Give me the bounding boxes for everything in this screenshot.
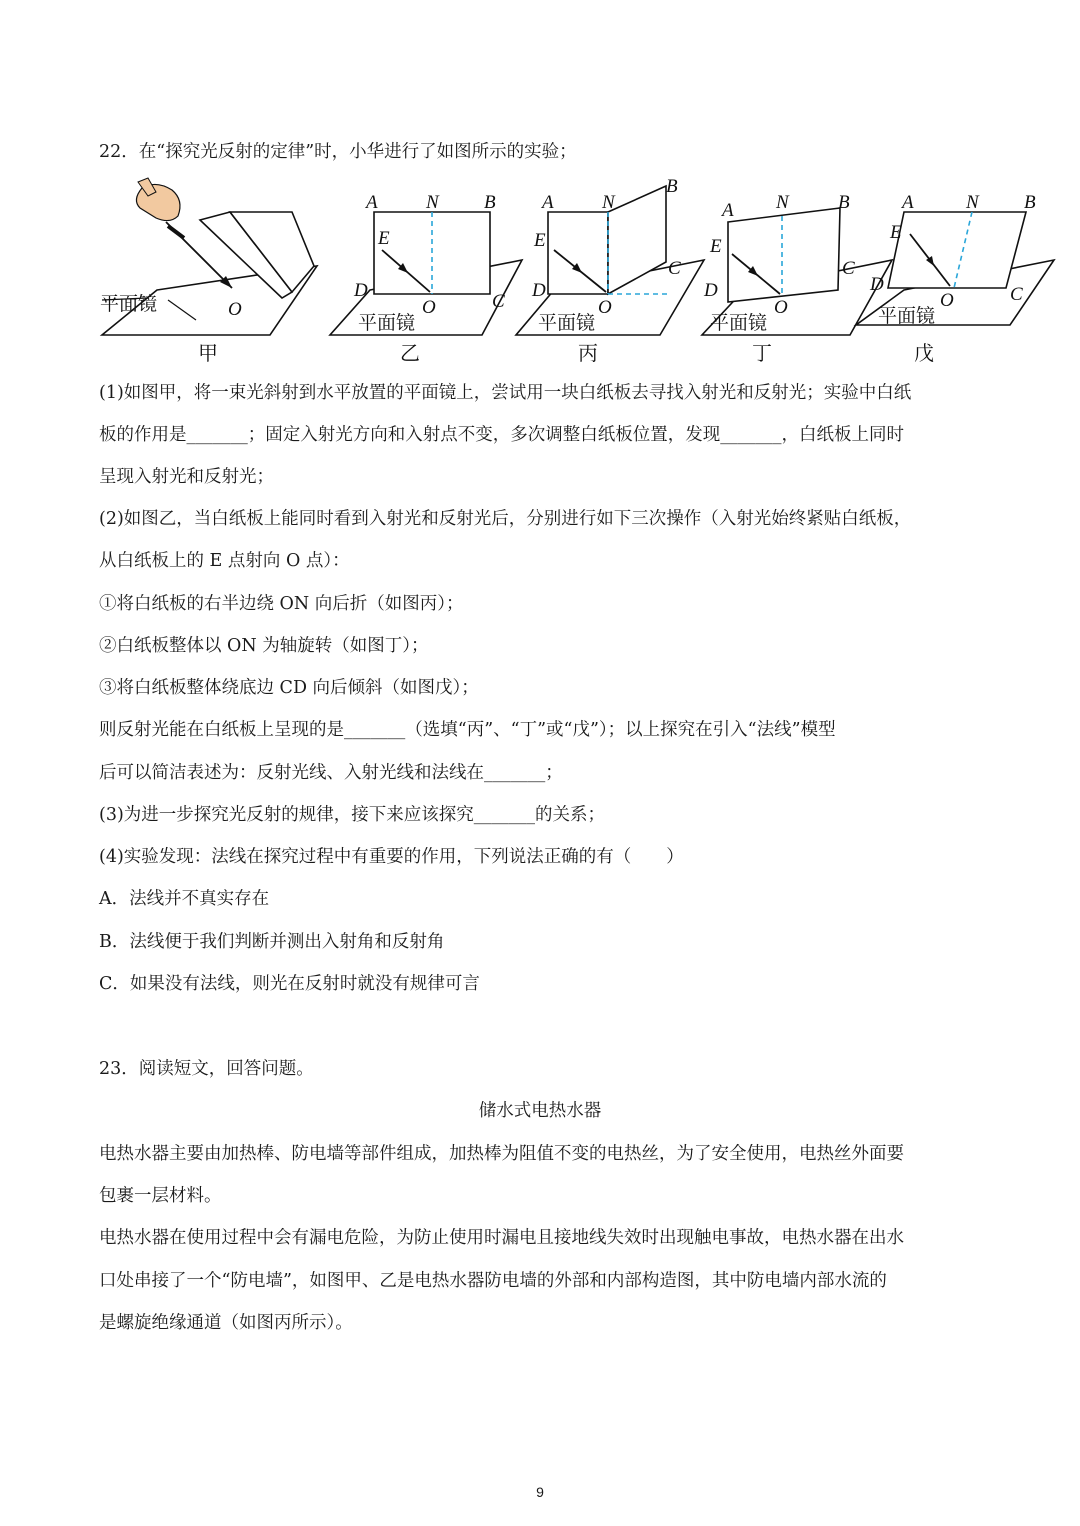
q23-line-3: 电热水器在使用过程中会有漏电危险，为防止使用时漏电且接地线失效时出现触电事故，电热水器在出水 — [99, 1228, 904, 1248]
ding-label-c: C — [842, 258, 855, 279]
caption-jia: 甲 — [198, 341, 218, 365]
hand-icon — [136, 184, 180, 220]
figure-bing — [516, 176, 704, 365]
ding-label-e: E — [710, 236, 722, 257]
ding-label-a: A — [722, 200, 734, 221]
q22-line-3: 呈现入射光和反射光； — [99, 467, 274, 487]
ding-mirror-label: 平面镜 — [710, 312, 768, 334]
q22-line-8: ③将白纸板整体绕底边 CD 向后倾斜（如图戊）； — [99, 678, 479, 698]
bing-label-b: B — [666, 176, 678, 197]
q22-option-c: C．如果没有法线，则光在反射时就没有规律可言 — [99, 974, 480, 994]
q22-line-1: (1)如图甲，将一束光斜射到水平放置的平面镜上，尝试用一块白纸板去寻找入射光和反射光；实验中白纸 — [99, 383, 912, 403]
q23-article-title: 储水式电热水器 — [478, 1101, 602, 1121]
wu-label-d: D — [870, 274, 884, 295]
q22-line-11: (3)为进一步探究光反射的规律，接下来应该探究_______的关系； — [99, 805, 606, 825]
yi-label-a: A — [366, 192, 378, 213]
yi-label-o: O — [422, 297, 436, 318]
figure-yi — [330, 192, 522, 365]
wu-label-b: B — [1024, 192, 1036, 213]
caption-ding: 丁 — [752, 341, 772, 365]
bing-label-a: A — [542, 192, 554, 213]
bing-label-e: E — [534, 230, 546, 251]
q23-line-2: 包裹一层材料。 — [99, 1186, 222, 1206]
reflection-figure-svg — [92, 170, 1076, 370]
q23-line-4: 口处串接了一个“防电墙”，如图甲、乙是电热水器防电墙的外部和内部构造图，其中防电墙内部水流的 — [99, 1271, 887, 1291]
figure-jia — [100, 178, 317, 365]
bing-label-n: N — [602, 192, 615, 213]
bing-label-c: C — [668, 258, 681, 279]
ding-label-o: O — [774, 297, 788, 318]
q22-line-7: ②白纸板整体以 ON 为轴旋转（如图丁）； — [99, 636, 429, 656]
q22-line-12: (4)实验发现：法线在探究过程中有重要的作用，下列说法正确的有（ ） — [99, 847, 684, 867]
wu-label-a: A — [902, 192, 914, 213]
figure-wu — [856, 192, 1054, 365]
ding-label-d: D — [704, 280, 718, 301]
ding-label-n: N — [776, 192, 789, 213]
ding-board — [728, 208, 840, 302]
wu-mirror-label: 平面镜 — [878, 305, 936, 327]
q22-title: 22．在“探究光反射的定律”时，小华进行了如图所示的实验； — [99, 142, 577, 162]
q22-option-a: A．法线并不真实存在 — [99, 889, 270, 909]
yi-mirror-label: 平面镜 — [358, 312, 416, 334]
ding-label-b: B — [838, 192, 850, 213]
q23-line-1: 电热水器主要由加热棒、防电墙等部件组成，加热棒为阻值不变的电热丝，为了安全使用，电热丝外面要 — [99, 1144, 904, 1164]
caption-yi: 乙 — [400, 341, 420, 365]
reflection-experiment-figure — [92, 170, 1076, 370]
yi-label-c: C — [492, 291, 505, 312]
yi-label-n: N — [426, 192, 439, 213]
bing-label-o: O — [598, 297, 612, 318]
wu-label-e: E — [890, 222, 902, 243]
q22-line-10: 后可以简洁表述为：反射光线、入射光线和法线在_______； — [99, 763, 563, 783]
q22-line-5: 从白纸板上的 E 点射向 O 点）： — [99, 551, 350, 571]
caption-wu: 戊 — [914, 341, 934, 365]
caption-bing: 丙 — [578, 341, 598, 365]
yi-label-d: D — [354, 280, 368, 301]
bing-mirror-label: 平面镜 — [538, 312, 596, 334]
yi-label-e: E — [378, 228, 390, 249]
wu-label-o: O — [940, 290, 954, 311]
figure-ding — [702, 192, 892, 365]
wu-label-c: C — [1010, 284, 1023, 305]
q23-title: 23．阅读短文，回答问题。 — [99, 1059, 314, 1079]
wu-label-n: N — [966, 192, 979, 213]
q22-line-6: ①将白纸板的右半边绕 ON 向后折（如图丙）； — [99, 594, 464, 614]
q22-line-9: 则反射光能在白纸板上呈现的是_______（选填“丙”、“丁”或“戊”）；以上探究在引入“法线”模型 — [99, 720, 836, 740]
q23-line-5: 是螺旋绝缘通道（如图丙所示）。 — [99, 1313, 353, 1333]
q22-line-2: 板的作用是_______；固定入射光方向和入射点不变，多次调整白纸板位置，发现_______，白纸板上同时 — [99, 425, 904, 445]
yi-label-b: B — [484, 192, 496, 213]
q22-line-4: (2)如图乙，当白纸板上能同时看到入射光和反射光后，分别进行如下三次操作（入射光始终紧贴白纸板， — [99, 509, 912, 529]
q22-option-b: B．法线便于我们判断并测出入射角和反射角 — [99, 932, 445, 952]
jia-label-o: O — [228, 299, 242, 320]
laser-pointer-icon — [168, 226, 184, 238]
bing-label-d: D — [532, 280, 546, 301]
jia-mirror-label: 平面镜 — [100, 293, 158, 315]
page-number: 9 — [536, 1484, 544, 1500]
